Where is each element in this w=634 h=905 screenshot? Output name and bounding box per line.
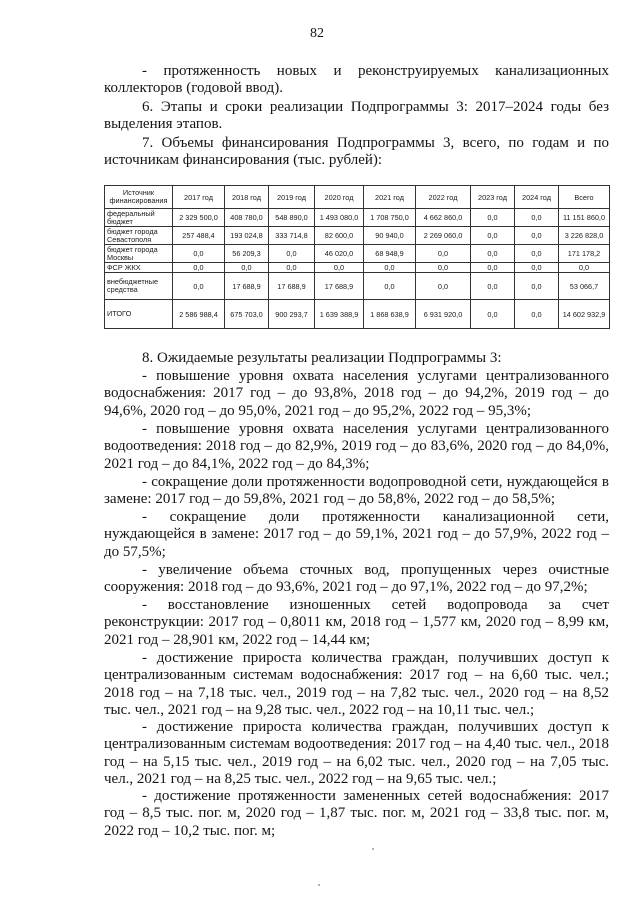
column-header: 2021 год: [364, 186, 416, 209]
table-cell: 548 890,0: [269, 209, 315, 227]
table-cell: 56 209,3: [225, 245, 269, 263]
table-cell: 408 780,0: [225, 209, 269, 227]
scan-speck: [372, 848, 374, 850]
table-cell: 17 688,9: [225, 273, 269, 300]
table-row: [105, 245, 610, 263]
table-cell: 0,0: [471, 300, 515, 329]
table-cell: 0,0: [471, 263, 515, 273]
table-cell: 0,0: [364, 263, 416, 273]
table-cell: 3 226 828,0: [559, 227, 610, 245]
column-header: 2022 год: [416, 186, 471, 209]
table-cell: 1 639 388,9: [315, 300, 364, 329]
paragraph-sewerage-coverage: - повышение уровня охвата населения услугами централизованного водоотведения: 2018 год – до 82,9%, 2019 год – до 83,6%, 2020 год – до 84,0%, 2021 год – до 84,1%, 2022 год – до 84,3%;: [104, 421, 609, 472]
paragraph-collectors: - протяженность новых и реконструируемых канализационных коллекторов (годовой ввод).: [104, 63, 609, 97]
table-cell: бюджет города Севастополя: [105, 227, 173, 245]
table-cell: 0,0: [471, 227, 515, 245]
table-cell: 0,0: [515, 209, 559, 227]
table-cell: 0,0: [269, 245, 315, 263]
table-cell: 0,0: [416, 245, 471, 263]
table-cell: бюджет города Москвы: [105, 245, 173, 263]
column-header: 2023 год: [471, 186, 515, 209]
table-cell: 2 329 500,0: [173, 209, 225, 227]
column-header: Источник финансирования: [105, 186, 173, 209]
table-cell: 900 293,7: [269, 300, 315, 329]
table-cell: 0,0: [471, 273, 515, 300]
paragraph-network-restoration: - восстановление изношенных сетей водопровода за счет реконструкции: 2017 год – 0,8011 км, 2018 год – 1,577 км, 2020 год – 8,99 км, 2021 год – 28,901 км, 2022 год – 14,44 км;: [104, 597, 609, 648]
column-header: 2024 год: [515, 186, 559, 209]
table-cell: 333 714,8: [269, 227, 315, 245]
table-cell: 0,0: [515, 245, 559, 263]
table-cell: 257 488,4: [173, 227, 225, 245]
table-cell: 1 493 080,0: [315, 209, 364, 227]
table-cell: 0,0: [515, 300, 559, 329]
table-cell: 171 178,2: [559, 245, 610, 263]
table-cell: 68 948,9: [364, 245, 416, 263]
column-header: 2020 год: [315, 186, 364, 209]
table-row: [105, 263, 610, 273]
table-cell: 0,0: [269, 263, 315, 273]
table-cell: 2 586 988,4: [173, 300, 225, 329]
paragraph-water-access-growth: - достижение прироста количества граждан, получивших доступ к централизованным системам водоснабжения: 2017 год – на 6,60 тыс. чел.; 2018 год – на 7,18 тыс. чел., 2019 год – на 7,82 тыс. чел., 2020 год – на 8,52 тыс. чел., 2021 год – на 9,28 тыс. чел., 2022 год – на 10,11 тыс. чел.;: [104, 650, 609, 718]
paragraph-water-supply-coverage: - повышение уровня охвата населения услугами централизованного водоснабжения: 2017 год – до 93,8%, 2018 год – до 94,2%, 2019 год – до 94,6%, 2020 год – до 95,0%, 2021 год – до 95,2%, 2022 год – 95,3%;: [104, 368, 609, 419]
paragraph-financing-intro: 7. Объемы финансирования Подпрограммы 3, всего, по годам и по источникам финансирования (тыс. рублей):: [104, 135, 609, 169]
table-cell: 0,0: [364, 273, 416, 300]
table-cell: внебюджетные средства: [105, 273, 173, 300]
table-cell: 0,0: [315, 263, 364, 273]
table-cell: 0,0: [416, 263, 471, 273]
column-header: Всего: [559, 186, 610, 209]
table-cell: 0,0: [173, 263, 225, 273]
paragraph-replaced-networks: - достижение протяженности замененных сетей водоснабжения: 2017 год – 8,5 тыс. пог. м, 2020 год – 1,87 тыс. пог. м, 2021 год – 33,8 тыс. пог. м, 2022 год – 10,2 тыс. пог. м;: [104, 788, 609, 839]
table-cell: 17 688,9: [269, 273, 315, 300]
table-cell: 4 662 860,0: [416, 209, 471, 227]
table-cell: 0,0: [471, 209, 515, 227]
table-cell: 17 688,9: [315, 273, 364, 300]
table-cell: 6 931 920,0: [416, 300, 471, 329]
paragraph-sewer-network-replacement: - сокращение доли протяженности канализационной сети, нуждающейся в замене: 2017 год – до 59,1%, 2021 год – до 57,9%, 2022 год – до 57,5%;: [104, 509, 609, 560]
paragraph-water-network-replacement: - сокращение доли протяженности водопроводной сети, нуждающейся в замене: 2017 год – до 59,8%, 2021 год – до 58,8%, 2022 год – до 58,5%;: [104, 474, 609, 508]
table-cell: 193 024,8: [225, 227, 269, 245]
table-row: [105, 209, 610, 227]
table-cell: 0,0: [559, 263, 610, 273]
table-cell: 0,0: [515, 227, 559, 245]
column-header: 2018 год: [225, 186, 269, 209]
table-cell: 46 020,0: [315, 245, 364, 263]
table-cell: федеральный бюджет: [105, 209, 173, 227]
table-cell: 53 066,7: [559, 273, 610, 300]
table-cell: 82 600,0: [315, 227, 364, 245]
page-number: 82: [310, 26, 324, 41]
table-cell: 11 151 860,0: [559, 209, 610, 227]
table-row: [105, 227, 610, 245]
paragraph-stages: 6. Этапы и сроки реализации Подпрограммы 3: 2017–2024 годы без выделения этапов.: [104, 99, 609, 133]
table-cell: 0,0: [515, 263, 559, 273]
table-cell: 14 602 932,9: [559, 300, 610, 329]
column-header: 2017 год: [173, 186, 225, 209]
table-cell: 0,0: [416, 273, 471, 300]
table-cell: 1 708 750,0: [364, 209, 416, 227]
table-cell: 675 703,0: [225, 300, 269, 329]
table-header-row: [105, 186, 610, 209]
paragraph-expected-results-heading: 8. Ожидаемые результаты реализации Подпрограммы 3:: [142, 350, 502, 366]
column-header: 2019 год: [269, 186, 315, 209]
table-cell: 0,0: [225, 263, 269, 273]
table-row: [105, 273, 610, 300]
table-cell: 0,0: [471, 245, 515, 263]
table-cell: ФСР ЖКХ: [105, 263, 173, 273]
table-cell: 0,0: [173, 245, 225, 263]
financing-table: [104, 185, 609, 329]
table-cell: 1 868 638,9: [364, 300, 416, 329]
table-cell: 0,0: [515, 273, 559, 300]
table-cell: 0,0: [173, 273, 225, 300]
table-row-total: [105, 300, 610, 329]
paragraph-sewer-access-growth: - достижение прироста количества граждан, получивших доступ к централизованным системам водоотведения: 2017 год – на 4,40 тыс. чел., 2018 год – на 5,15 тыс. чел., 2019 год – на 6,02 тыс. чел., 2020 год – на 7,05 тыс. чел., 2021 год – на 8,25 тыс. чел., 2022 год – на 9,65 тыс. чел.;: [104, 719, 609, 787]
scan-speck: [318, 884, 320, 886]
table-cell: 2 269 060,0: [416, 227, 471, 245]
paragraph-wastewater-treatment: - увеличение объема сточных вод, пропущенных через очистные сооружения: 2018 год – до 93,6%, 2021 год – до 97,1%, 2022 год – до 97,2%;: [104, 562, 609, 596]
table-cell: 90 940,0: [364, 227, 416, 245]
table-cell: ИТОГО: [105, 300, 173, 329]
